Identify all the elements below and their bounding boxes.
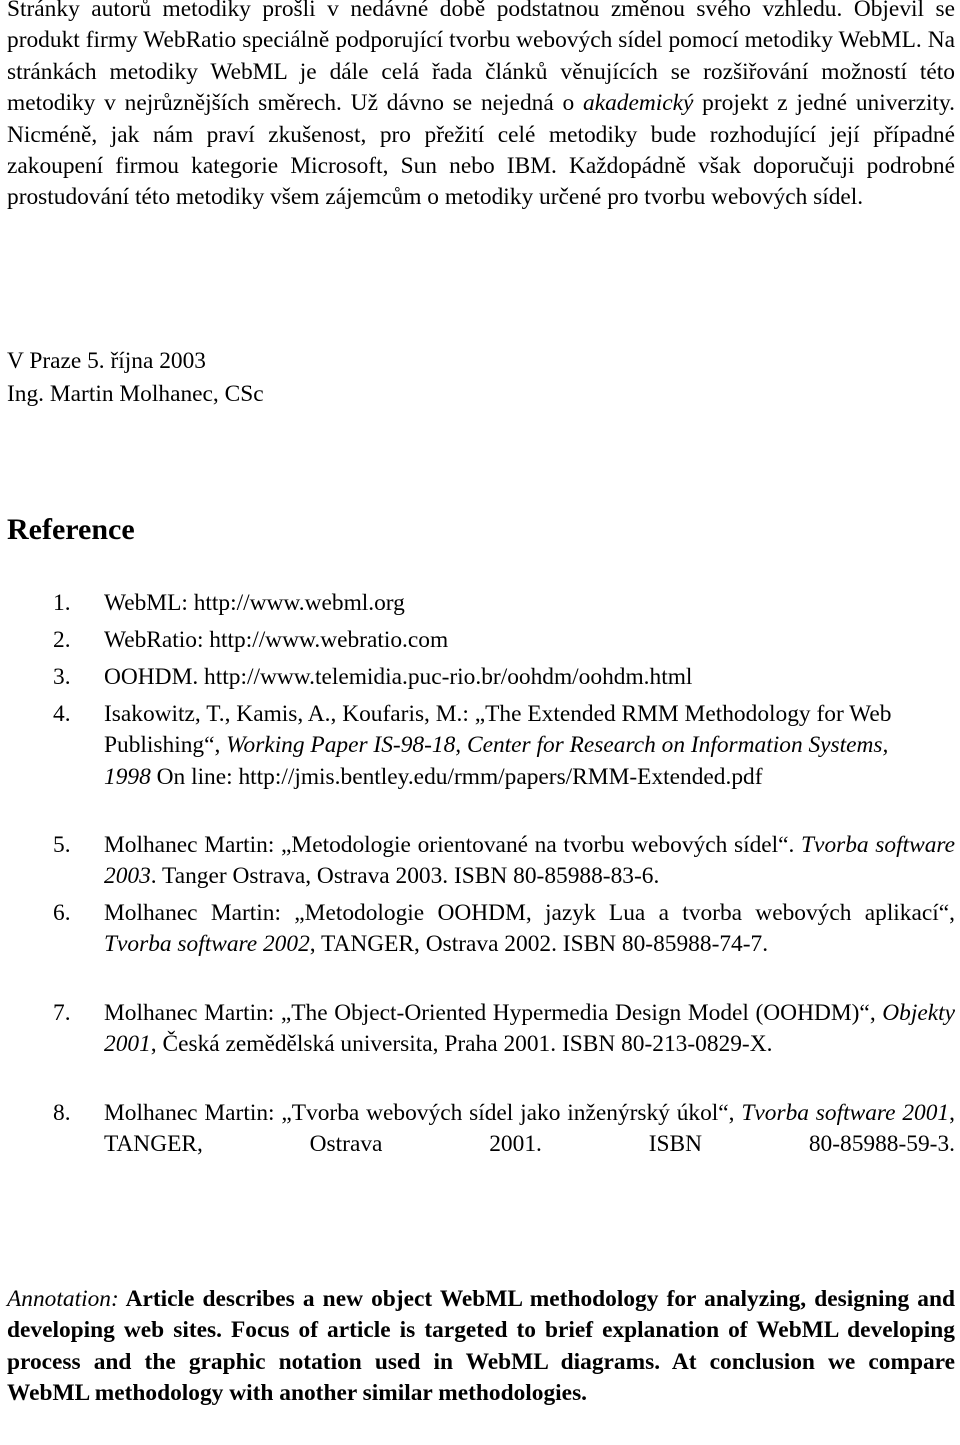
reference-item bbox=[0, 830, 960, 898]
reference-number: 7. bbox=[53, 1000, 71, 1026]
reference-item bbox=[0, 588, 960, 625]
reference-text-end: On line: http://jmis.bentley.edu/rmm/papers/RMM-Extended.pdf bbox=[150, 763, 763, 790]
annotation-paragraph bbox=[7, 1284, 955, 1410]
reference-text-start: Isakowitz, T., Kamis, A., Koufaris, M.: „The Extended RMM Methodology for Web Publishing“, bbox=[104, 701, 892, 759]
reference-text-end: , Česká zemědělská universita, Praha 2001. ISBN 80-213-0829-X. bbox=[150, 1031, 773, 1058]
reference-list bbox=[0, 588, 960, 1166]
intro-paragraph bbox=[7, 0, 955, 214]
reference-italic: Objekty 2001 bbox=[104, 1000, 955, 1058]
reference-italic: Tvorba software 2003 bbox=[104, 832, 956, 890]
reference-number: 8. bbox=[53, 1100, 71, 1126]
annotation-text: Article describes a new object WebML methodology for analyzing, designing and developing web sites. Focus of article is targeted to brief explanation of WebML developing process and the graphic notation used in WebML diagrams. At conclusion we compare WebML methodology with another similar methodologies. bbox=[7, 1286, 955, 1407]
reference-italic: Tvorba software 2002 bbox=[104, 931, 310, 958]
reference-text bbox=[104, 830, 955, 893]
reference-text: OOHDM. http://www.telemidia.puc-rio.br/oohdm/oohdm.html bbox=[104, 664, 693, 690]
reference-number: 5. bbox=[53, 832, 71, 858]
references-heading: Reference bbox=[7, 513, 135, 546]
reference-item bbox=[0, 998, 960, 1098]
reference-item bbox=[0, 898, 960, 998]
intro-italic-word: akademický bbox=[583, 90, 694, 117]
reference-italic: Working Paper IS-98-18, Center for Research on Information Systems, 1998 bbox=[104, 732, 889, 790]
reference-number: 2. bbox=[53, 627, 71, 653]
reference-text-start: Molhanec Martin: „Metodologie orientované na tvorbu webových sídel“. bbox=[104, 832, 802, 858]
intro-text-end: projekt z jedné univerzity. Nicméně, jak nám praví zkušenost, pro přežití celé metodiky bude rozhodující její případné zakoupení firmou kategorie Microsoft, Sun nebo IBM. Každopádně však doporučuji podrobné prostudování této metodiky všem zájemcům o metodiky určené pro tvorbu webových sídel. bbox=[7, 90, 956, 211]
reference-italic: Tvorba software 2001 bbox=[741, 1100, 950, 1126]
reference-text-end: , TANGER, Ostrava 2001. ISBN 80-85988-59-3. bbox=[104, 1100, 955, 1158]
reference-item bbox=[0, 625, 960, 662]
reference-number: 6. bbox=[53, 900, 71, 926]
intro-text-start: Stránky autorů metodiky prošli v nedávné době podstatnou změnou svého vzhledu. Objevil se produkt firmy WebRatio speciálně podporující tvorbu webových sídel pomocí metodiky WebML. Na stránkách metodiky WebML je dále celá řada článků věnujících se rozšiřování možností této metodiky v nejrůznějších směrech. Už dávno se nejedná o bbox=[7, 0, 955, 117]
signature-author: Ing. Martin Molhanec, CSc bbox=[7, 381, 264, 407]
reference-number: 4. bbox=[53, 701, 71, 727]
reference-text-start: Molhanec Martin: „The Object-Oriented Hypermedia Design Model (OOHDM)“, bbox=[104, 1000, 883, 1026]
reference-text-end: . Tanger Ostrava, Ostrava 2003. ISBN 80-85988-83-6. bbox=[150, 863, 660, 890]
reference-text bbox=[104, 898, 955, 961]
reference-item bbox=[0, 662, 960, 699]
reference-number: 1. bbox=[53, 590, 71, 616]
reference-number: 3. bbox=[53, 664, 71, 690]
reference-text-start: Molhanec Martin: „Metodologie OOHDM, jazyk Lua a tvorba webových aplikací“, bbox=[104, 900, 955, 926]
reference-item bbox=[0, 1098, 960, 1166]
annotation-label: Annotation: bbox=[7, 1286, 119, 1312]
reference-text bbox=[104, 998, 955, 1061]
reference-item bbox=[0, 699, 960, 830]
reference-text bbox=[104, 699, 939, 793]
reference-text: WebRatio: http://www.webratio.com bbox=[104, 627, 449, 653]
signature-place-date: V Praze 5. října 2003 bbox=[7, 348, 206, 374]
reference-text: WebML: http://www.webml.org bbox=[104, 590, 405, 616]
reference-text bbox=[104, 1098, 955, 1161]
reference-text-start: Molhanec Martin: „Tvorba webových sídel jako inženýrský úkol“, bbox=[104, 1100, 742, 1126]
reference-text-end: , TANGER, Ostrava 2002. ISBN 80-85988-74-7. bbox=[309, 931, 769, 958]
